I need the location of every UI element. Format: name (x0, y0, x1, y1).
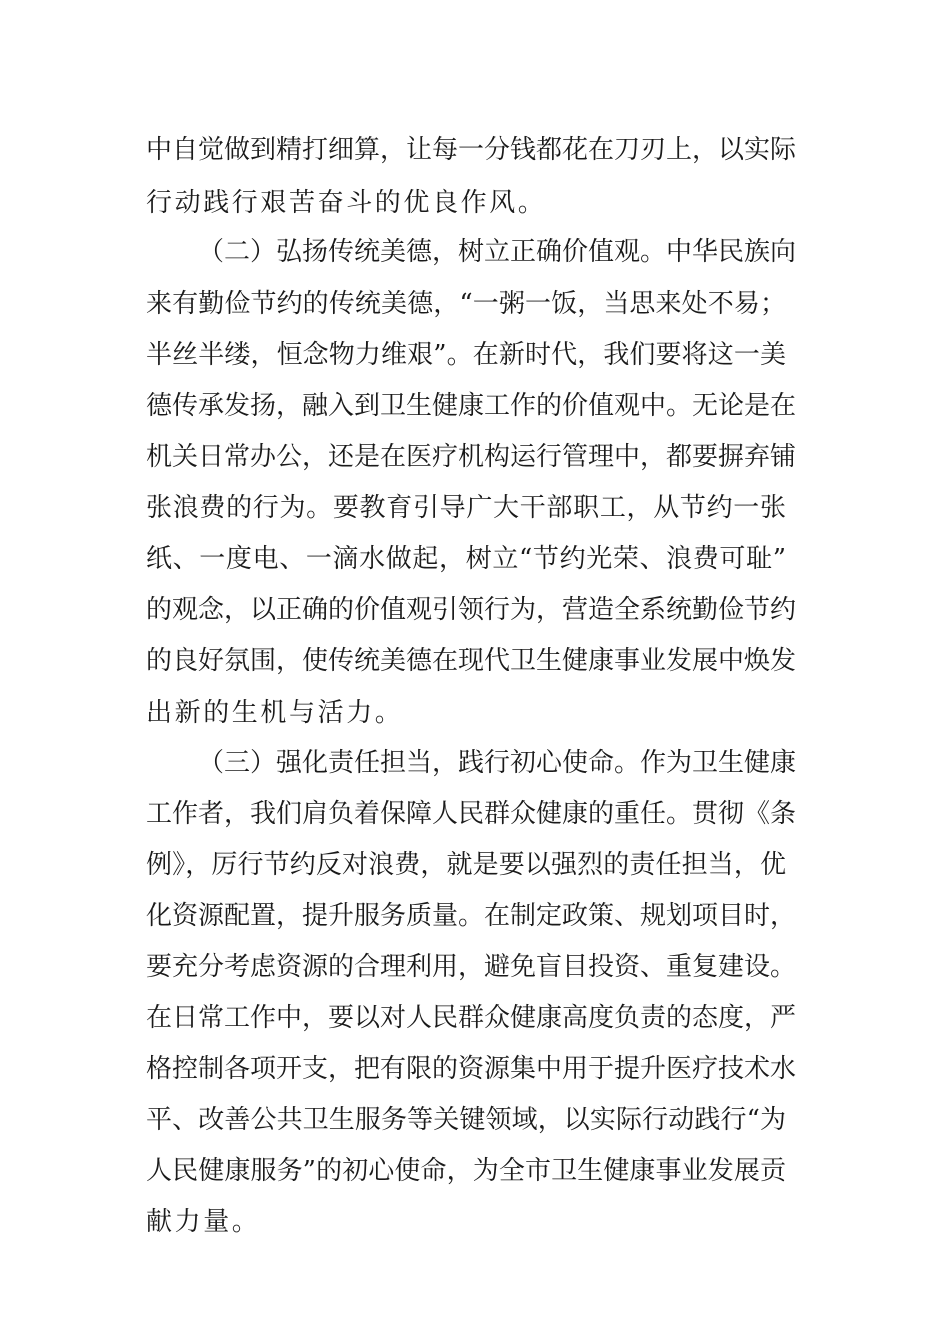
paragraph-1-line-2: 行动践行艰苦奋斗的优良作风。 (146, 188, 547, 218)
paragraph-3-line-1: （三）强化责任担当，践行初心使命。作为卫生健康 (198, 748, 797, 778)
paragraph-2-line-7: 纸、一度电、一滴水做起，树立“节约光荣、浪费可耻” (146, 544, 786, 574)
paragraph-2-line-4: 德传承发扬，融入到卫生健康工作的价值观中。无论是在 (146, 391, 797, 421)
paragraph-2-line-5: 机关日常办公，还是在医疗机构运行管理中，都要摒弃铺 (146, 442, 797, 472)
paragraph-2-line-2: 来有勤俭节约的传统美德，“一粥一饭，当思来处不易； (146, 289, 786, 319)
paragraph-3-line-10: 献力量。 (146, 1207, 261, 1237)
paragraph-2-line-9: 的良好氛围，使传统美德在现代卫生健康事业发展中焕发 (146, 646, 797, 676)
paragraph-1-line-1: 中自觉做到精打细算，让每一分钱都花在刀刃上，以实际 (146, 135, 797, 165)
paragraph-3-line-2: 工作者，我们肩负着保障人民群众健康的重任。贯彻《条 (146, 799, 797, 829)
paragraph-2-line-3: 半丝半缕，恒念物力维艰”。在新时代，我们要将这一美 (146, 340, 786, 370)
paragraph-3-line-9: 人民健康服务”的初心使命，为全市卫生健康事业发展贡 (146, 1156, 786, 1186)
paragraph-3-line-3: 例》，厉行节约反对浪费，就是要以强烈的责任担当，优 (146, 850, 786, 880)
paragraph-3-line-5: 要充分考虑资源的合理利用，避免盲目投资、重复建设。 (146, 952, 797, 982)
paragraph-3-line-8: 平、改善公共卫生服务等关键领域，以实际行动践行“为 (146, 1105, 786, 1135)
paragraph-2-line-8: 的观念，以正确的价值观引领行为，营造全系统勤俭节约 (146, 595, 797, 625)
paragraph-3-line-7: 格控制各项开支，把有限的资源集中用于提升医疗技术水 (146, 1054, 797, 1084)
paragraph-3-line-6: 在日常工作中，要以对人民群众健康高度负责的态度，严 (146, 1003, 797, 1033)
paragraph-2-line-10: 出新的生机与活力。 (146, 698, 404, 728)
paragraph-2-line-6: 张浪费的行为。要教育引导广大干部职工，从节约一张 (146, 493, 786, 523)
paragraph-2-line-1: （二）弘扬传统美德，树立正确价值观。中华民族向 (198, 237, 797, 267)
paragraph-3-line-4: 化资源配置，提升服务质量。在制定政策、规划项目时， (146, 901, 797, 931)
